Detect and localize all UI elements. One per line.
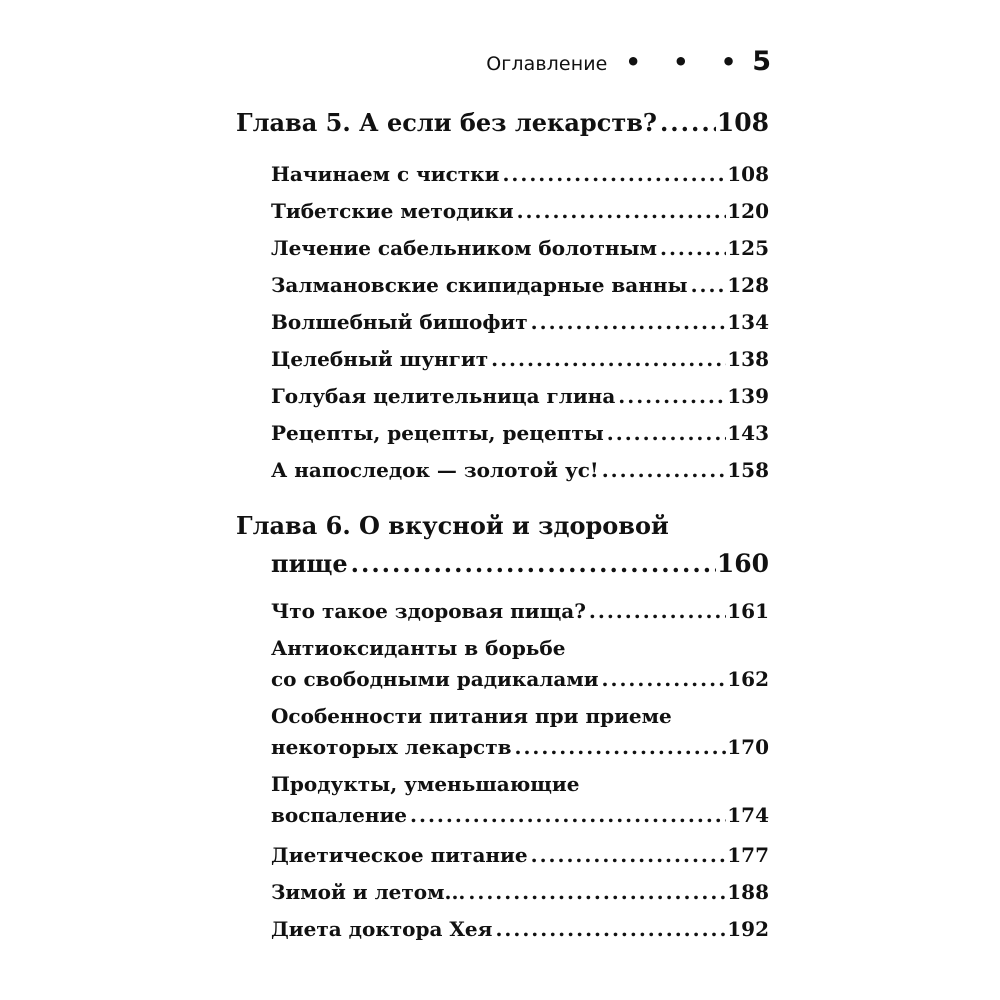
toc-entry xyxy=(271,769,769,831)
entry-page: 125 xyxy=(727,236,769,260)
entry-page: 162 xyxy=(727,667,769,691)
chapter-5-entries xyxy=(236,156,769,489)
dot-leader xyxy=(589,593,726,630)
entry-page: 134 xyxy=(727,310,769,334)
toc-entry xyxy=(271,452,769,489)
entry-page: 143 xyxy=(727,421,769,445)
entry-page: 128 xyxy=(727,273,769,297)
entry-page: 120 xyxy=(727,199,769,223)
dot-leader xyxy=(607,415,726,452)
toc-entry xyxy=(271,267,769,304)
chapter-page: 160 xyxy=(716,549,769,578)
toc-entry xyxy=(271,837,769,874)
toc-entry xyxy=(271,911,769,948)
chapter-5-heading xyxy=(236,104,769,142)
entry-title: Тибетские методики xyxy=(271,199,514,223)
entry-title: Рецепты, рецепты, рецепты xyxy=(271,421,604,445)
toc-entry xyxy=(271,156,769,193)
header-dots: • • • xyxy=(625,48,749,76)
toc-entry xyxy=(271,378,769,415)
entry-title: Зимой и летом... xyxy=(271,880,466,904)
entry-title: Голубая целительница глина xyxy=(271,384,616,408)
entry-title: Лечение сабельником болотным xyxy=(271,236,657,260)
chapter-title-line1: Глава 6. О вкусной и здоровой xyxy=(236,511,669,540)
dot-leader xyxy=(602,664,727,695)
chapter-title: Глава 5. А если без лекарств? xyxy=(236,108,657,137)
entry-page: 108 xyxy=(727,162,769,186)
entry-title-line1: Продукты, уменьшающие xyxy=(271,772,580,796)
toc-entry xyxy=(271,874,769,911)
dot-leader xyxy=(514,732,726,763)
toc-entry xyxy=(271,415,769,452)
dot-leader xyxy=(491,341,726,378)
entry-title: Целебный шунгит xyxy=(271,347,489,371)
entry-title-line1: Особенности питания при приеме xyxy=(271,704,672,728)
entry-page: 192 xyxy=(727,917,769,941)
toc-entry xyxy=(271,193,769,230)
dot-leader xyxy=(351,545,716,583)
dot-leader xyxy=(660,230,726,267)
entry-page: 174 xyxy=(727,803,769,827)
page-number: 5 xyxy=(752,46,771,77)
entry-page: 170 xyxy=(727,735,769,759)
header-title: Оглавление xyxy=(486,53,608,75)
dot-leader xyxy=(660,104,716,142)
toc-entry xyxy=(271,341,769,378)
dot-leader xyxy=(531,837,727,874)
toc-entry xyxy=(271,593,769,630)
entry-title-line2: со свободными радикалами xyxy=(271,667,599,691)
entry-title: Волшебный бишофит xyxy=(271,310,528,334)
dot-leader xyxy=(691,267,727,304)
entry-page: 158 xyxy=(727,458,769,482)
entry-title: Что такое здоровая пища? xyxy=(271,599,586,623)
dot-leader xyxy=(468,874,726,911)
entry-title: А напоследок — золотой ус! xyxy=(271,458,599,482)
entry-page: 161 xyxy=(727,599,769,623)
entry-title: Залмановские скипидарные ванны xyxy=(271,273,688,297)
toc-entry xyxy=(271,633,769,695)
table-of-contents xyxy=(236,104,769,948)
chapter-6-entries xyxy=(236,593,769,948)
entry-page: 138 xyxy=(727,347,769,371)
dot-leader xyxy=(531,304,727,341)
toc-entry xyxy=(271,304,769,341)
toc-entry xyxy=(271,230,769,267)
chapter-6-heading xyxy=(236,507,769,583)
entry-title: Начинаем с чистки xyxy=(271,162,500,186)
dot-leader xyxy=(410,800,726,831)
chapter-page: 108 xyxy=(716,108,769,137)
entry-page: 188 xyxy=(727,880,769,904)
dot-leader xyxy=(517,193,727,230)
dot-leader xyxy=(502,156,726,193)
entry-title-line1: Антиоксиданты в борьбе xyxy=(271,636,566,660)
entry-title-line2: воспаление xyxy=(271,803,408,827)
chapter-title-line2-row xyxy=(236,545,769,583)
dot-leader xyxy=(495,911,726,948)
entry-page: 177 xyxy=(727,843,769,867)
chapter-title-line2: пище xyxy=(271,549,348,578)
entry-page: 139 xyxy=(727,384,769,408)
running-header xyxy=(0,46,771,77)
entry-title-line2: некоторых лекарств xyxy=(271,735,512,759)
dot-leader xyxy=(602,452,727,489)
entry-title: Диетическое питание xyxy=(271,843,528,867)
toc-entry xyxy=(271,701,769,763)
dot-leader xyxy=(618,378,726,415)
entry-title: Диета доктора Хея xyxy=(271,917,493,941)
